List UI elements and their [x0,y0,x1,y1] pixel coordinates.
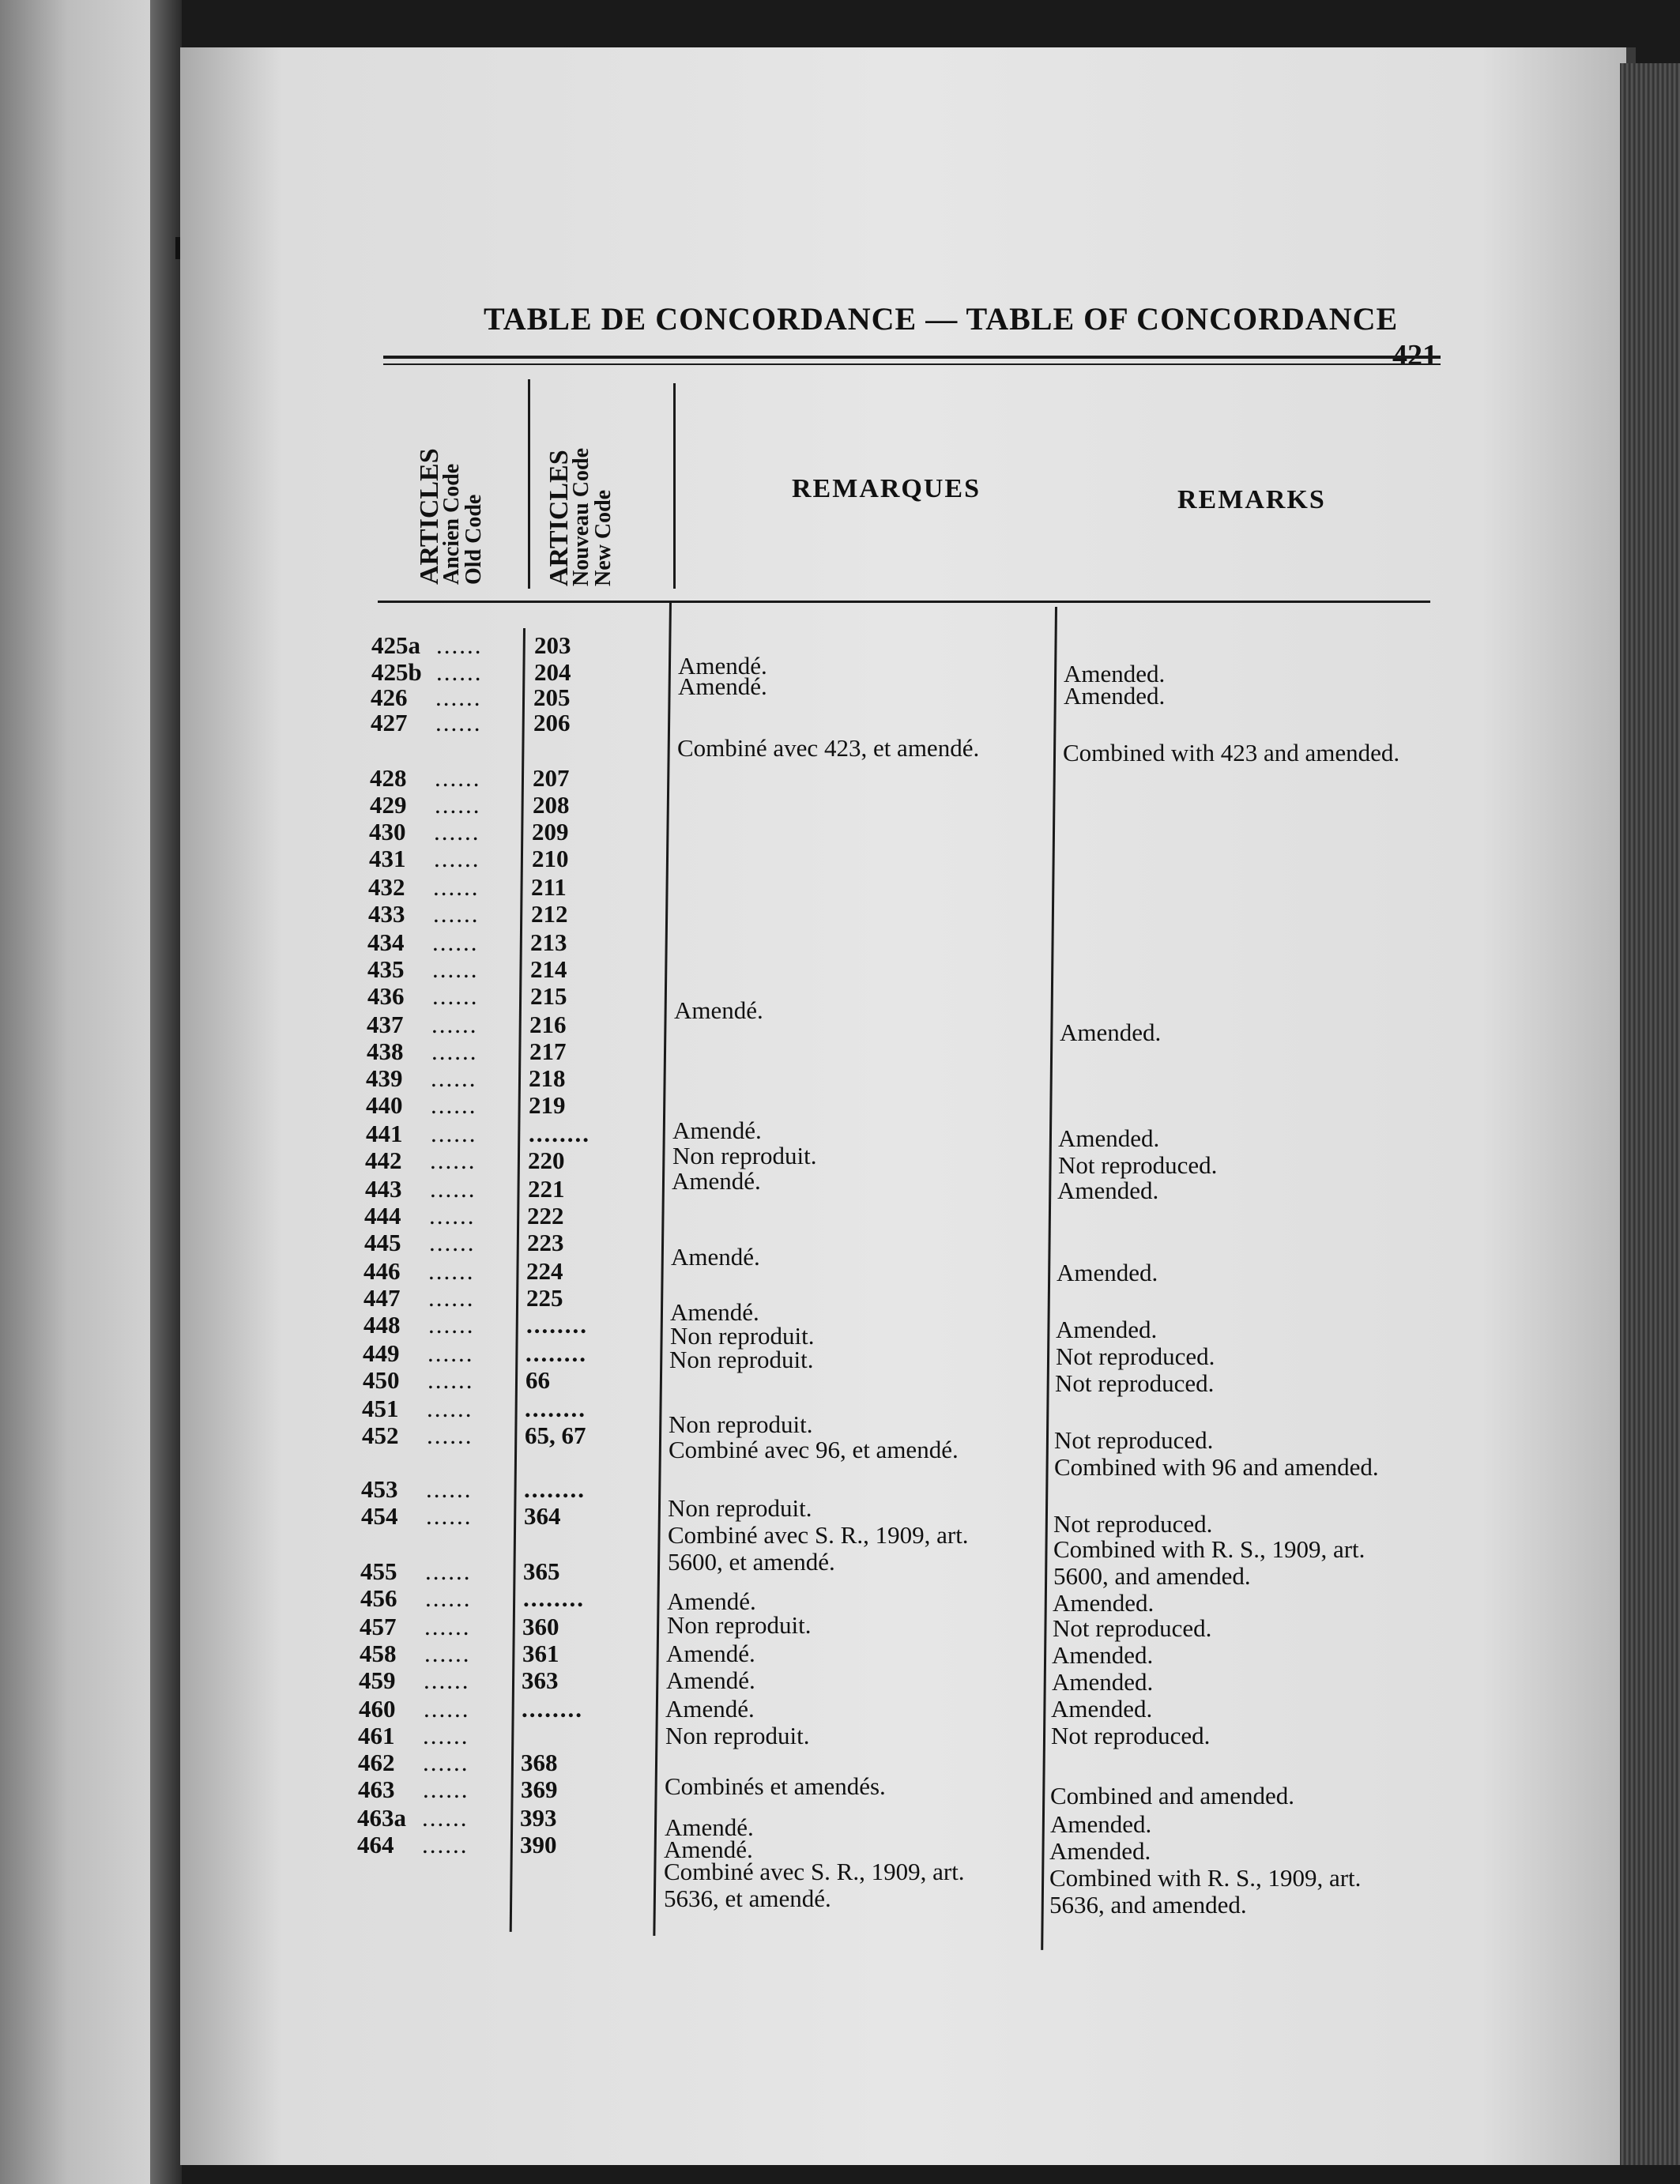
cell-remark-en: Combined with R. S., 1909, art. 5636, and amended. [1049,1864,1362,1919]
facing-page [0,0,150,2184]
leader-dots: ...... [435,764,481,792]
cell-remark-en: Amended. [1064,660,1166,687]
col-header-remarks: REMARKS [1177,485,1326,514]
cell-new-code: 365 [523,1557,560,1585]
cell-old-code: 434 [367,928,405,956]
cell-old-code: 461 [358,1722,395,1749]
leader-dots: ...... [426,1475,473,1503]
leader-dots: ...... [428,1339,474,1367]
cell-remarque-fr: Amendé. [667,1587,756,1615]
cell-remark-en: Amended. [1058,1124,1160,1152]
cell-new-code: 217 [529,1037,567,1065]
cell-old-code: 425b [371,658,422,686]
col-header-old [415,448,486,585]
cell-new-code: 203 [534,631,571,659]
cell-remark-en: Not reproduced. [1056,1342,1215,1370]
cell-old-code: 453 [361,1475,398,1503]
cell-new-code: 218 [529,1064,566,1092]
cell-old-code: 425a [371,631,420,659]
cell-new-code: 205 [533,683,571,711]
cell-remarque-fr: Amendé. [674,996,763,1024]
cell-new-code: 204 [534,658,571,686]
cell-old-code: 439 [366,1064,403,1092]
cell-remarque-fr: Combiné avec 96, et amendé. [669,1436,959,1463]
cell-old-code: 441 [366,1120,403,1147]
cell-remarque-fr: Amendé. [672,1116,762,1144]
cell-remarque-fr: Amendé. [666,1640,755,1667]
leader-dots: ...... [430,1175,477,1203]
col-header-new-l1: ARTICLES [544,450,574,586]
cell-remark-en: Amended. [1051,1695,1153,1723]
cell-remarque-fr: Non reproduit. [672,1142,817,1169]
cell-new-code: 206 [533,709,571,736]
leader-dots: ...... [425,1584,472,1612]
top-rule [383,356,1441,359]
col-header-old-l2: Ancien Code [439,463,464,585]
leader-dots: ...... [428,1257,475,1285]
leader-dots: ...... [435,683,482,711]
cell-new-code: 209 [532,818,569,845]
cell-old-code: 463 [358,1775,395,1803]
cell-new-code: 390 [520,1831,557,1858]
cell-remarque-fr: Combiné avec S. R., 1909, art. 5600, et amendé. [668,1521,969,1576]
leader-dots: ...... [423,1749,469,1776]
cell-new-code: 211 [531,873,567,901]
cell-remark-en: Amended. [1049,1837,1151,1865]
cell-remark-en: Not reproduced. [1054,1426,1214,1454]
cell-old-code: 452 [362,1421,399,1449]
cell-old-code: 429 [370,791,407,819]
leader-dots: ...... [435,791,481,819]
cell-new-code: 364 [524,1502,561,1530]
leader-dots: ...... [424,1666,470,1694]
cell-remarque-fr: Combinés et amendés. [665,1772,886,1800]
cell-old-code: 459 [359,1666,396,1694]
cell-new-code: 208 [533,791,570,819]
cell-remarque-fr: Non reproduit. [668,1494,812,1522]
cell-old-code: 428 [370,764,407,792]
cell-remark-en: Amended. [1052,1641,1154,1669]
cell-old-code: 464 [357,1831,394,1858]
cell-old-code: 432 [368,873,405,901]
cell-new-code: 225 [526,1284,563,1312]
cell-old-code: 426 [371,683,408,711]
col-header-old-l1: ARTICLES [415,448,444,585]
leader-dots: ...... [423,1775,469,1803]
cell-new-code: 221 [528,1175,565,1203]
cell-remarque-fr: Amendé. [672,1167,761,1195]
page-title: TABLE DE CONCORDANCE — TABLE OF CONCORDANCE [484,301,1399,337]
cell-remark-en: Not reproduced. [1055,1369,1215,1397]
cell-remark-en: Amended. [1050,1810,1152,1838]
cell-old-code: 457 [360,1613,397,1640]
col-header-new-l3: New Code [591,489,616,586]
cell-remarque-fr: Amendé. [678,672,767,700]
leader-dots: ...... [432,928,479,956]
cell-new-code: 219 [529,1091,566,1119]
cell-new-code: 361 [522,1640,559,1667]
cell-remarque-fr: Non reproduit. [667,1611,812,1639]
leader-dots: ...... [435,709,482,736]
leader-dots: ...... [422,1831,469,1858]
cell-remarque-fr: Amendé. [666,1666,755,1694]
cell-new-code: ........ [529,1120,590,1147]
cell-new-code: ........ [525,1395,586,1422]
cell-remark-en: Amended. [1053,1589,1155,1617]
cell-remark-en: Combined with 423 and amended. [1063,739,1400,766]
cell-new-code: 65, 67 [525,1421,586,1449]
cell-new-code: 214 [530,955,567,983]
leader-dots: ...... [428,1366,474,1394]
cell-old-code: 456 [360,1584,397,1612]
cell-old-code: 450 [363,1366,400,1394]
cell-remarque-fr: Amendé. [671,1243,760,1271]
cell-old-code: 444 [364,1202,401,1229]
cell-remark-en: Amended. [1056,1316,1158,1343]
cell-remark-en: Not reproduced. [1053,1510,1213,1538]
cell-old-code: 427 [371,709,408,736]
leader-dots: ...... [424,1613,471,1640]
leader-dots: ...... [424,1640,471,1667]
col-header-new [544,447,616,586]
cell-remark-en: Amended. [1064,682,1166,710]
cell-remark-en: Amended. [1057,1259,1158,1286]
cell-new-code: 220 [528,1147,565,1174]
cell-remark-en: Not reproduced. [1051,1722,1211,1749]
cell-old-code: 438 [367,1037,404,1065]
cell-remarque-fr: Amendé. [678,652,767,680]
cell-new-code: 393 [520,1804,557,1832]
cell-remark-en: Not reproduced. [1058,1151,1218,1179]
leader-dots: ...... [431,1091,477,1119]
leader-dots: ...... [432,982,479,1010]
cell-new-code: 222 [527,1202,564,1229]
leader-dots: ...... [431,1064,477,1092]
header-rule [378,601,1430,603]
leader-dots: ...... [434,845,480,872]
leader-dots: ...... [431,1120,477,1147]
cell-new-code: 363 [522,1666,559,1694]
leader-dots: ...... [433,900,480,928]
leader-dots: ...... [434,818,480,845]
cell-new-code: ........ [522,1695,583,1723]
cell-remarque-fr: Combiné avec S. R., 1909, art. 5636, et amendé. [664,1858,965,1912]
col-divider-1-head [528,379,530,589]
leader-dots: ...... [426,1502,473,1530]
cell-remark-en: Amended. [1057,1177,1159,1204]
cell-old-code: 454 [361,1502,398,1530]
col-divider-2-head [673,383,676,589]
cell-remark-en: Combined with R. S., 1909, art. 5600, and amended. [1053,1535,1365,1590]
page-number: 421 [1392,339,1437,372]
book-gutter [150,0,182,2184]
cell-old-code: 433 [368,900,405,928]
cell-old-code: 463a [357,1804,406,1832]
cell-remarque-fr: Non reproduit. [670,1322,815,1350]
leader-dots: ...... [428,1284,475,1312]
cell-old-code: 449 [363,1339,400,1367]
cell-old-code: 455 [360,1557,397,1585]
cell-remark-en: Not reproduced. [1053,1614,1212,1642]
cell-new-code: 360 [522,1613,559,1640]
cell-old-code: 431 [369,845,406,872]
leader-dots: ...... [431,1011,478,1038]
cell-old-code: 440 [366,1091,403,1119]
cell-remarque-fr: Combiné avec 423, et amendé. [677,734,980,762]
cell-remark-en: Amended. [1060,1019,1162,1046]
cell-new-code: 369 [521,1775,558,1803]
cell-remark-en: Combined with 96 and amended. [1054,1453,1379,1481]
cell-old-code: 437 [367,1011,404,1038]
leader-dots: ...... [424,1695,470,1723]
cell-new-code: 66 [525,1366,550,1394]
leader-dots: ...... [431,1037,478,1065]
leader-dots: ...... [427,1421,473,1449]
cell-new-code: 215 [530,982,567,1010]
leader-dots: ...... [429,1229,476,1256]
leader-dots: ...... [436,631,483,659]
cell-old-code: 443 [365,1175,402,1203]
cell-remark-en: Combined and amended. [1050,1782,1295,1809]
cell-old-code: 446 [363,1257,401,1285]
leader-dots: ...... [423,1722,469,1749]
cell-new-code: ........ [526,1311,588,1339]
cell-new-code: ........ [524,1475,586,1503]
cell-remarque-fr: Amendé. [670,1298,759,1326]
cell-old-code: 462 [358,1749,395,1776]
leader-dots: ...... [422,1804,469,1832]
leader-dots: ...... [430,1147,477,1174]
col-header-remarques: REMARQUES [792,474,981,503]
col-header-old-l3: Old Code [461,494,486,585]
cell-new-code: ........ [525,1339,587,1367]
leader-dots: ...... [425,1557,472,1585]
cell-remarque-fr: Non reproduit. [665,1722,810,1749]
top-rule-thin [383,363,1441,365]
cell-new-code: ........ [523,1584,585,1612]
leader-dots: ...... [432,955,479,983]
leader-dots: ...... [436,658,483,686]
cell-old-code: 447 [363,1284,401,1312]
cell-old-code: 436 [367,982,405,1010]
cell-old-code: 442 [365,1147,402,1174]
leader-dots: ...... [427,1395,473,1422]
cell-new-code: 223 [527,1229,564,1256]
leader-dots: ...... [429,1202,476,1229]
cell-new-code: 207 [533,764,570,792]
cell-old-code: 435 [367,955,405,983]
cell-new-code: 210 [532,845,569,872]
cell-new-code: 213 [530,928,567,956]
cell-new-code: 368 [521,1749,558,1776]
cell-old-code: 458 [360,1640,397,1667]
leader-dots: ...... [433,873,480,901]
cell-old-code: 445 [364,1229,401,1256]
cell-new-code: 212 [531,900,568,928]
cell-old-code: 448 [363,1311,401,1339]
cell-remarque-fr: Amendé. [664,1836,753,1863]
cell-remark-en: Amended. [1052,1668,1154,1696]
cell-remarque-fr: Non reproduit. [669,1346,814,1373]
cell-old-code: 460 [359,1695,396,1723]
cell-new-code: 216 [529,1011,567,1038]
col-header-new-l2: Nouveau Code [569,447,593,586]
cell-old-code: 451 [362,1395,399,1422]
page-edges [1620,63,1680,2165]
leader-dots: ...... [428,1311,475,1339]
cell-remarque-fr: Amendé. [665,1813,754,1841]
cell-old-code: 430 [369,818,406,845]
cell-new-code: 224 [526,1257,563,1285]
cell-remarque-fr: Amendé. [665,1695,755,1723]
cell-remarque-fr: Non reproduit. [669,1410,813,1438]
